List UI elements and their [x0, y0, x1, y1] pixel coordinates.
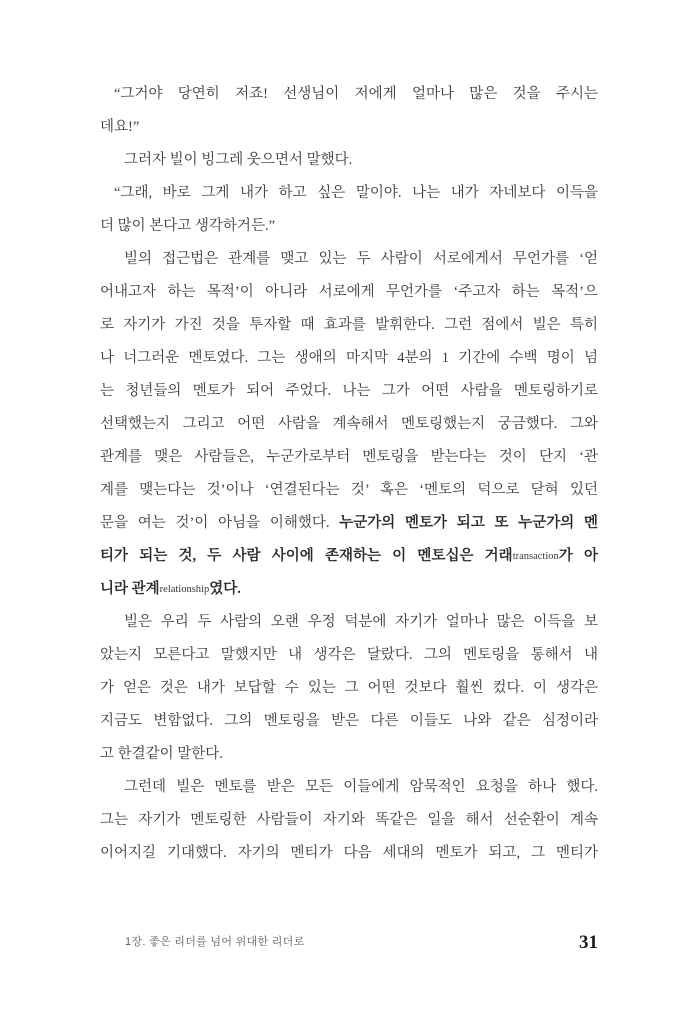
- text-line: 로 자기가 가진 것을 투자할 때 효과를 발휘한다. 그런 점에서 빌은 특히: [100, 317, 598, 333]
- text-line: 지금도 변함없다. 그의 멘토링을 받은 다른 이들도 나와 같은 심정이라: [100, 713, 598, 729]
- text-run-bold: 누군가의 멘토가 되고 또 누군가의 멘: [339, 515, 598, 531]
- footer-chapter-title: 1장. 좋은 리더를 넘어 위대한 리더로: [125, 936, 305, 948]
- text-run-bold: 였다.: [209, 581, 241, 597]
- text-line: 어내고자 하는 목적’이 아니라 서로에게 무언가를 ‘주고자 하는 목적’으: [100, 284, 598, 300]
- text-line: 더 많이 본다고 생각하거든.”: [100, 218, 276, 234]
- text-run-latin: relationship: [159, 584, 210, 595]
- text-line: 았는지 모른다고 말했지만 내 생각은 달랐다. 그의 멘토링을 통해서 내: [100, 647, 598, 663]
- text-line: 그는 자기가 멘토링한 사람들이 자기와 똑같은 일을 해서 선순환이 계속: [100, 812, 598, 828]
- text-run-latin: transaction: [512, 551, 559, 562]
- text-line-mixed: [100, 507, 598, 540]
- text-line: “그거야 당연히 저죠! 선생님이 저에게 얼마나 많은 것을 주시는: [114, 86, 598, 102]
- text-line: 관계를 맺은 사람들은, 누군가로부터 멘토링을 받는다는 것이 단지 ‘관: [100, 449, 598, 465]
- text-run-bold: 티가 되는 것, 두 사람 사이에 존재하는 이 멘토십은 거래: [100, 548, 513, 564]
- text-line: 계를 맺는다는 것’이나 ‘연결된다는 것’ 혹은 ‘멘토의 덕으로 닫혀 있던: [100, 482, 598, 498]
- text-line: 선택했는지 그리고 어떤 사람을 계속해서 멘토링했는지 궁금했다. 그와: [100, 416, 598, 432]
- text-run-bold: 니라 관계: [100, 581, 160, 597]
- text-line: 데요!”: [100, 119, 140, 135]
- text-line: 그런데 빌은 멘토를 받은 모든 이들에게 암묵적인 요청을 하나 했다.: [124, 779, 598, 795]
- text-line: 이어지길 기대했다. 자기의 멘티가 다음 세대의 멘토가 되고, 그 멘티가: [100, 845, 598, 861]
- text-line: 나 너그러운 멘토였다. 그는 생애의 마지막 4분의 1 기간에 수백 명이 넘: [100, 350, 598, 366]
- text-line: “그래, 바로 그게 내가 하고 싶은 말이야. 나는 내가 자네보다 이득을: [114, 185, 598, 201]
- text-line-mixed: [100, 573, 598, 606]
- page-number: 31: [579, 932, 598, 953]
- body-text: [100, 78, 598, 870]
- text-line: 그러자 빌이 빙그레 웃으면서 말했다.: [124, 152, 353, 168]
- text-run-normal: 문을 여는 것’이 아님을 이해했다.: [100, 515, 340, 531]
- text-line: 가 얻은 것은 내가 보답할 수 있는 그 어떤 것보다 훨씬 컸다. 이 생각은: [100, 680, 598, 696]
- text-line-mixed: [100, 540, 598, 573]
- text-run-bold: 가 아: [558, 548, 598, 564]
- text-line: 빌은 우리 두 사람의 오랜 우정 덕분에 자기가 얼마나 많은 이득을 보: [124, 614, 598, 630]
- text-line: 빌의 접근법은 관계를 맺고 있는 두 사람이 서로에게서 무언가를 ‘얻: [124, 251, 598, 267]
- text-line: 고 한결같이 말한다.: [100, 746, 223, 762]
- text-line: 는 청년들의 멘토가 되어 주었다. 나는 그가 어떤 사람을 멘토링하기로: [100, 383, 598, 399]
